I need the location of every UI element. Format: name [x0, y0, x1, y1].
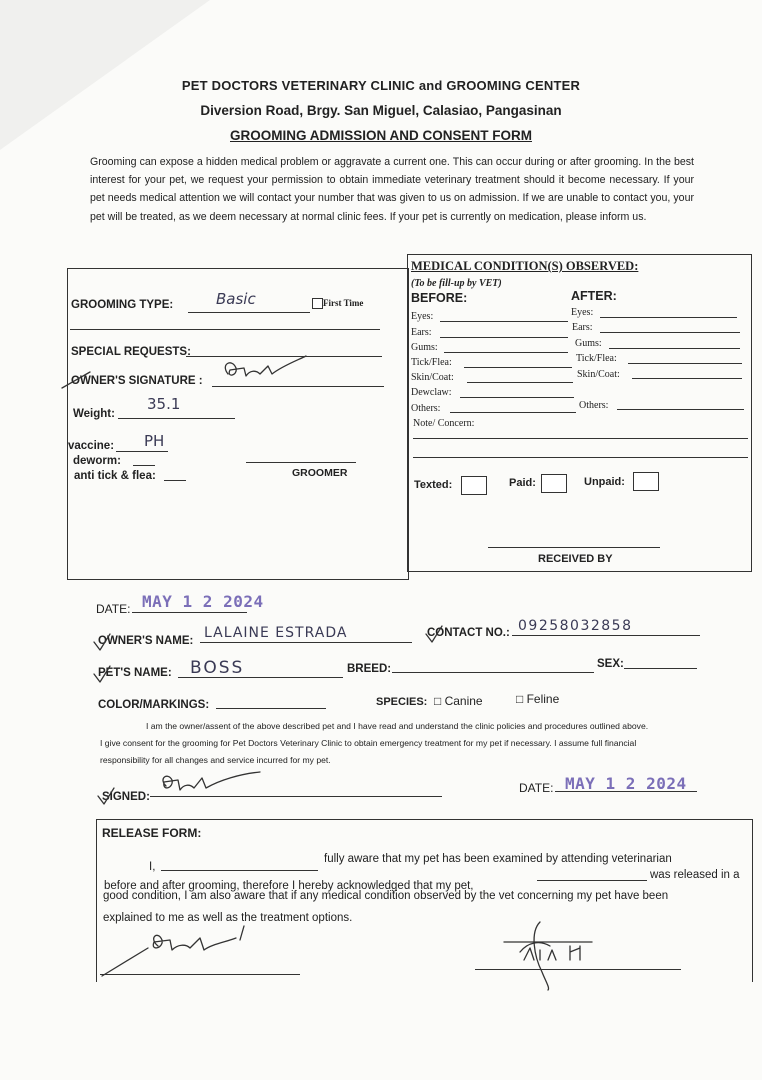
after-tick-label: Tick/Flea: [576, 353, 617, 364]
after-eyes-line [600, 317, 737, 318]
vaccine-line [116, 451, 168, 452]
consent-line-1: I am the owner/assent of the above described pet and I have read and understand the clinic policies and procedures outlined above. [146, 721, 649, 731]
release-i: I, [149, 861, 156, 873]
release-text-a: fully aware that my pet has been examined by attending veterinarian [324, 853, 672, 865]
before-others-line [450, 412, 576, 413]
consent-date-label: DATE: [519, 781, 554, 795]
grooming-type-label: GROOMING TYPE: [71, 299, 174, 311]
first-time-label: First Time [323, 298, 364, 308]
medical-title: MEDICAL CONDITION(S) OBSERVED: [411, 259, 639, 273]
grooming-type-value: Basic [216, 290, 256, 308]
breed-label: BREED: [347, 663, 392, 675]
note-concern-label: Note/ Concern: [413, 418, 475, 429]
owner-signature-label: OWNER'S SIGNATURE : [71, 375, 203, 387]
before-skin-label: Skin/Coat: [411, 372, 454, 383]
release-owner-signature [100, 918, 260, 978]
grooming-box [67, 268, 409, 580]
release-text-d: good condition, I am also aware that if any medical condition observed by the vet concerning my pet have been [103, 890, 669, 902]
after-eyes-label: Eyes: [571, 307, 594, 318]
grooming-type-line [188, 312, 310, 313]
before-label: BEFORE: [411, 291, 468, 305]
after-label: AFTER: [571, 289, 617, 303]
owner-name-line [200, 642, 412, 643]
after-gums-label: Gums: [575, 338, 602, 349]
unpaid-checkbox[interactable] [633, 472, 659, 491]
before-ears-label: Ears: [411, 327, 432, 338]
before-dewclaw-line [460, 397, 574, 398]
breed-line [392, 672, 594, 673]
tick-flea-label: anti tick & flea: [74, 470, 156, 482]
after-skin-label: Skin/Coat: [577, 369, 620, 380]
color-markings-label: COLOR/MARKINGS: [98, 699, 210, 711]
pet-name-label: PET'S NAME: [98, 667, 172, 679]
before-tick-label: Tick/Flea: [411, 357, 452, 368]
release-pet-line [537, 880, 647, 881]
species-label: SPECIES: [376, 696, 428, 708]
owner-name-value: LALAINE ESTRADA [204, 625, 348, 641]
contact-line [512, 635, 700, 636]
intro-paragraph: Grooming can expose a hidden medical problem or aggravate a current one. This can occur during or after grooming. In the best interest for your pet, we request your permission to obtain immediate veterinary treatment should it become necessary. If your pet needs medical attention we will contact your number that was given to us on admission. If we are unable to contact you, your pet will be treated, as we deem necessary at normal clinic fees. If your pet is currently on medication, please inform us. [90, 156, 694, 223]
release-text-b: before and after grooming, therefore I hereby acknowledged that my pet, [104, 880, 474, 892]
weight-value: 35.1 [147, 395, 181, 413]
release-vet-signature [500, 912, 600, 992]
vaccine-value: PH [144, 432, 165, 450]
signed-check [96, 786, 116, 806]
consent-date-stamp: MAY 1 2 2024 [565, 774, 687, 793]
paid-label: Paid: [509, 477, 536, 489]
before-gums-label: Gums: [411, 342, 438, 353]
date-label: DATE: [96, 602, 131, 616]
before-gums-line [444, 352, 568, 353]
contact-check [424, 624, 444, 644]
texted-label: Texted: [414, 479, 453, 491]
pet-name-value: BOSS [190, 658, 245, 678]
after-ears-line [600, 332, 740, 333]
clinic-address: Diversion Road, Brgy. San Miguel, Calasiao, Pangasinan [200, 103, 562, 118]
deworm-label: deworm: [73, 455, 121, 467]
paid-checkbox[interactable] [541, 474, 567, 493]
groomer-label: GROOMER [292, 467, 348, 479]
after-gums-line [609, 348, 740, 349]
owner-name-check [92, 632, 112, 652]
form-title: GROOMING ADMISSION AND CONSENT FORM [230, 128, 532, 143]
before-tick-line [464, 367, 572, 368]
consent-signature [150, 770, 270, 800]
first-time-checkbox[interactable] [312, 298, 323, 309]
received-by-label: RECEIVED BY [538, 553, 613, 565]
note-line-2 [413, 457, 748, 458]
medical-subtitle: (To be fill-up by VET) [411, 278, 502, 289]
before-eyes-label: Eyes: [411, 311, 434, 322]
sex-line [624, 668, 697, 669]
feline-option[interactable]: □ Feline [516, 692, 560, 706]
contact-value: 09258032858 [518, 618, 633, 634]
pet-name-check [92, 664, 112, 684]
after-others-label: Others: [579, 400, 609, 411]
groomer-line [246, 462, 356, 463]
date-line [132, 612, 247, 613]
special-requests-label: SPECIAL REQUESTS: [71, 346, 191, 358]
tick-flea-line [164, 480, 186, 481]
before-others-label: Others: [411, 403, 441, 414]
unpaid-label: Unpaid: [584, 476, 625, 488]
weight-label: Weight: [73, 408, 115, 420]
sex-label: SEX: [597, 658, 624, 670]
grooming-extra-line [70, 329, 380, 330]
before-skin-line [467, 382, 573, 383]
vaccine-label: vaccine: [68, 440, 115, 452]
signed-label: SIGNED: [102, 791, 150, 803]
consent-line-2: I give consent for the grooming for Pet Doctors Veterinary Clinic to obtain emergency treatment for my pet if necessary. I assume full financial [100, 738, 637, 748]
texted-checkbox[interactable] [461, 476, 487, 495]
received-by-line [488, 547, 660, 548]
after-skin-line [632, 378, 742, 379]
contact-label: CONTACT NO.: [427, 627, 510, 639]
weight-line [118, 418, 235, 419]
after-tick-line [628, 363, 742, 364]
date-stamp: MAY 1 2 2024 [142, 592, 264, 611]
owner-signature-mark [60, 352, 360, 392]
before-ears-line [440, 337, 568, 338]
consent-line-3: responsibility for all changes and service incurred for my pet. [100, 755, 331, 765]
before-eyes-line [440, 321, 568, 322]
after-others-line [617, 409, 744, 410]
owner-name-label: OWNER'S NAME: [98, 635, 194, 647]
before-dewclaw-label: Dewclaw: [411, 387, 452, 398]
release-text-c: was released in a [650, 869, 740, 881]
after-ears-label: Ears: [572, 322, 593, 333]
release-text-e: explained to me as well as the treatment options. [103, 912, 353, 924]
release-title: RELEASE FORM: [102, 826, 202, 840]
release-name-line [161, 870, 318, 871]
deworm-line [133, 465, 155, 466]
canine-option[interactable]: □ Canine [434, 694, 483, 708]
color-markings-line [216, 708, 326, 709]
note-line-1 [413, 438, 748, 439]
clinic-name: PET DOCTORS VETERINARY CLINIC and GROOMING CENTER [181, 78, 581, 93]
